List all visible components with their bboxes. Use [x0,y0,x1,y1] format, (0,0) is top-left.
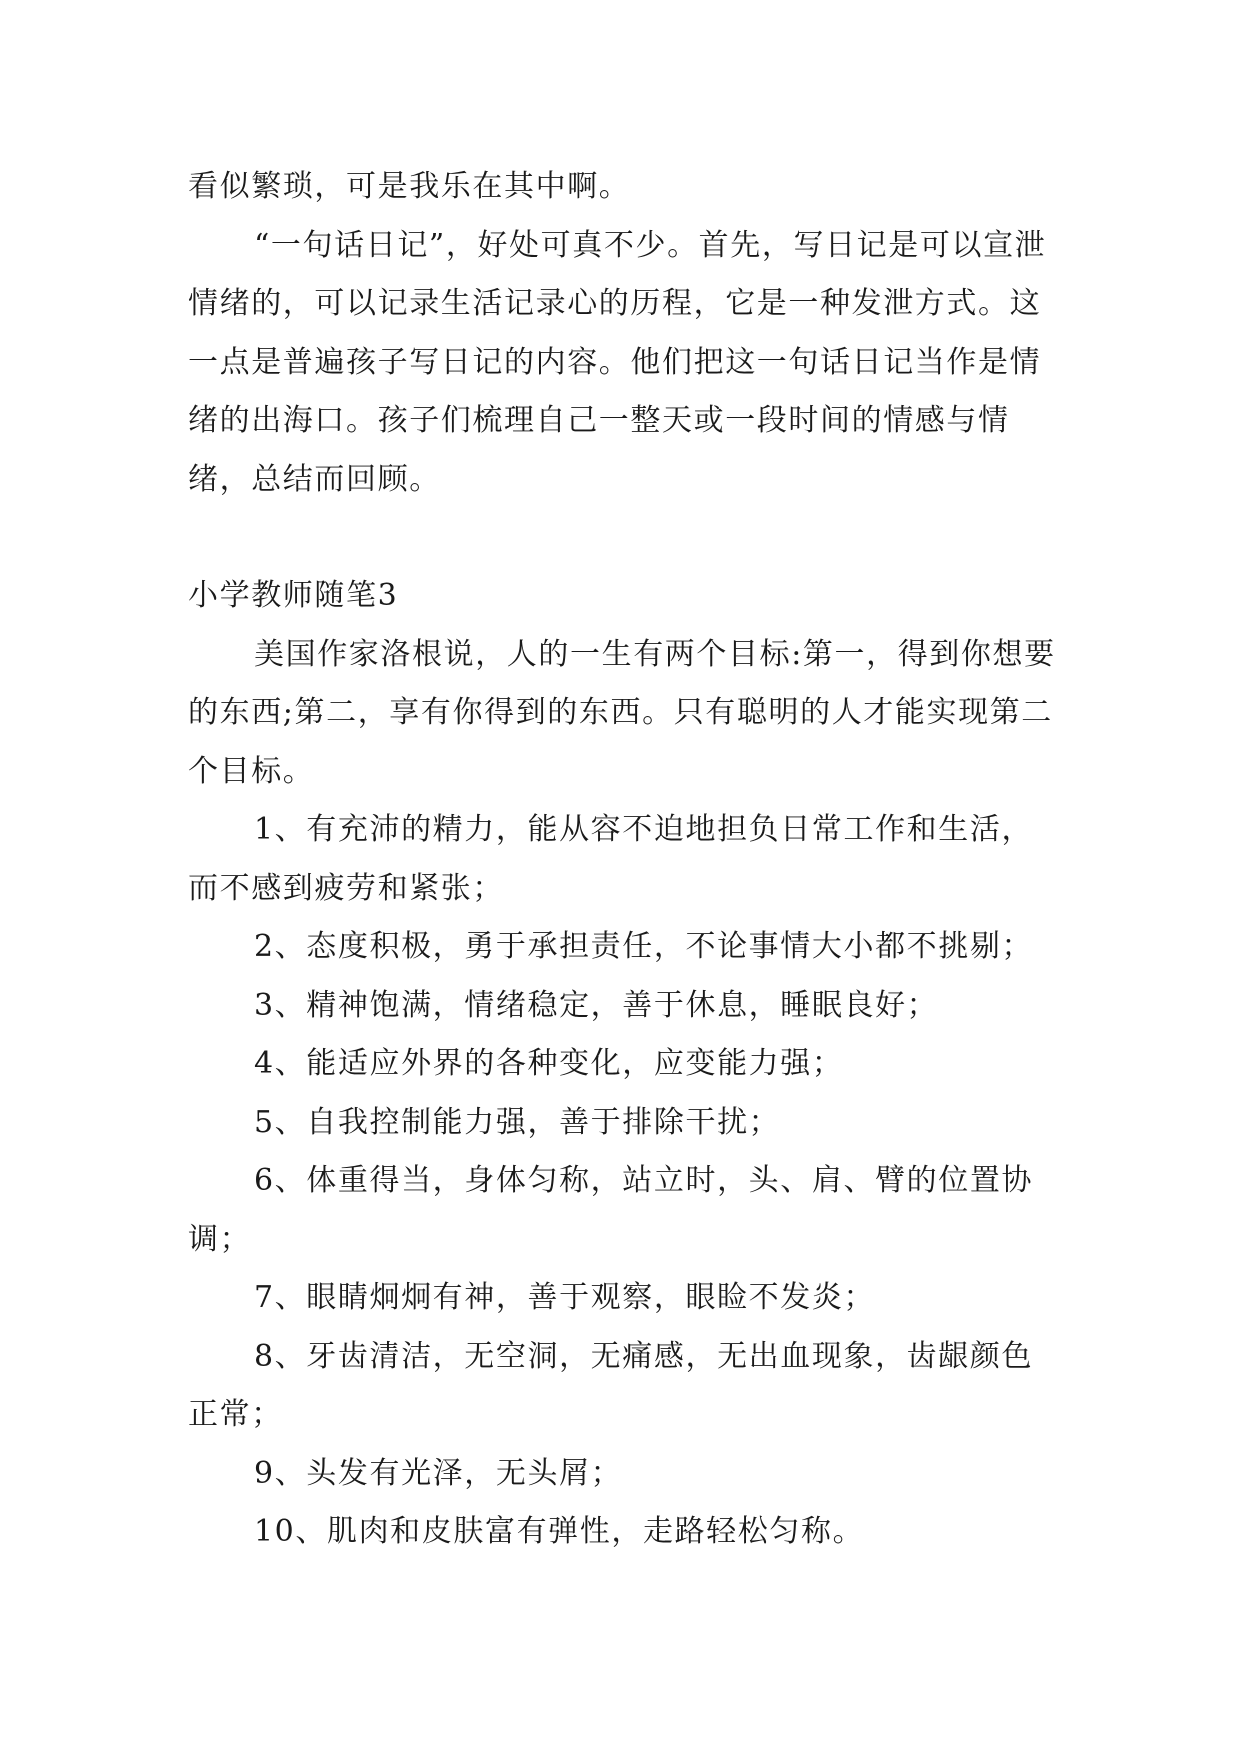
paragraph-continuation: 看似繁琐，可是我乐在其中啊。 [188,169,631,204]
list-item: 7、眼睛炯炯有神，善于观察，眼睑不发炎； [254,1280,876,1315]
list-item: 10、肌肉和皮肤富有弹性，走路轻松匀称。 [254,1514,865,1549]
list-item: 1、有充沛的精力，能从容不迫地担负日常工作和生活，而不感到疲劳和紧张； [188,812,1034,906]
list-item: 9、头发有光泽，无头屑； [254,1455,623,1491]
list-item: 8、牙齿清洁，无空洞，无痛感，无出血现象，齿龈颜色正常； [188,1338,1034,1432]
document-page [188,158,1058,1562]
section-intro-paragraph: 美国作家洛根说，人的一生有两个目标:第一，得到你想要的东西;第二，享有你得到的东西。只有聪明的人才能实现第二个目标。 [188,636,1056,789]
paragraph-diary-benefits: “一句话日记”，好处可真不少。首先，写日记是可以宣泄情绪的，可以记录生活记录心的历程，它是一种发泄方式。这一点是普遍孩子写日记的内容。他们把这一句话日记当作是情绪的出海口。孩子们梳理自己一整天或一段时间的情感与情绪，总结而回顾。 [188,227,1047,497]
list-item: 5、自我控制能力强，善于排除干扰； [254,1104,781,1140]
list-item: 4、能适应外界的各种变化，应变能力强； [254,1046,844,1081]
section-title: 小学教师随笔3 [188,578,399,613]
list-item: 6、体重得当，身体匀称，站立时，头、肩、臂的位置协调； [188,1163,1034,1257]
section-spacer [188,509,1058,567]
list-item: 2、态度积极，勇于承担责任，不论事情大小都不挑剔； [254,929,1034,964]
list-item: 3、精神饱满，情绪稳定，善于休息，睡眠良好； [254,987,939,1023]
